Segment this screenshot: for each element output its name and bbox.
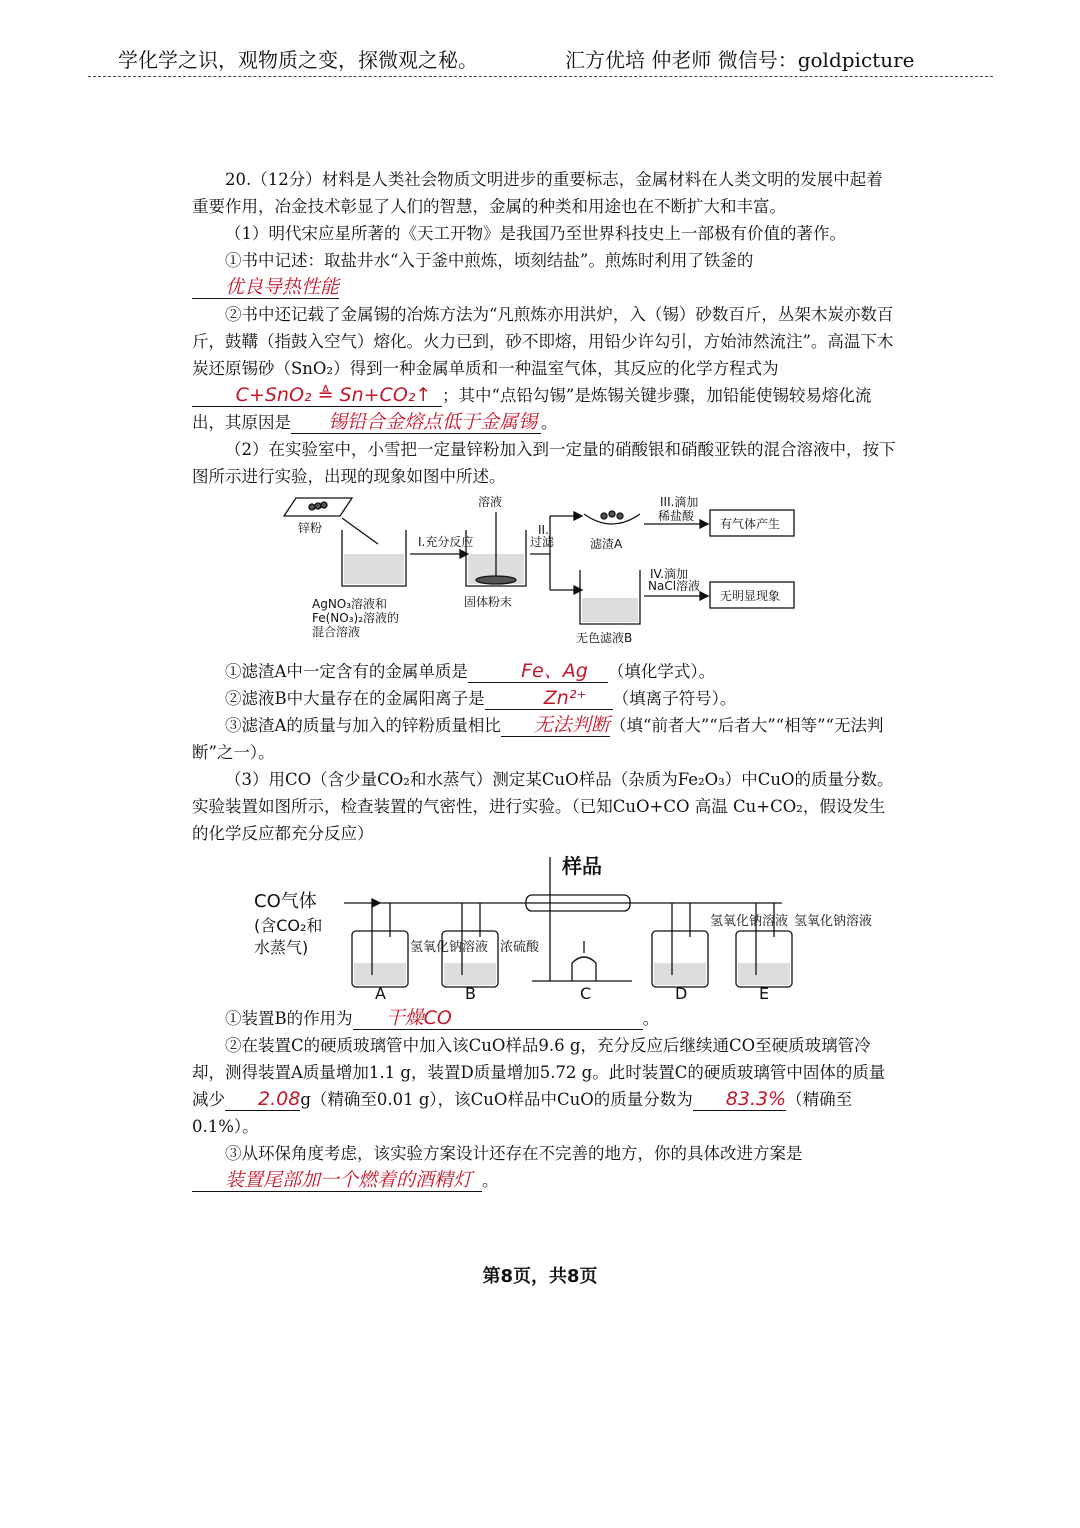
answer-handwritten: 锡铅合金熔点低于金属锡 [291,411,541,434]
part2-q1 [192,658,898,685]
part2-q3-text: ③滤渣A的质量与加入的锌粉质量相比 [225,716,501,735]
part1-q1-text: ①书中记述：取盐井水“入于釜中煎炼，顷刻结盐”。煎炼时利用了铁釜的 [225,251,754,270]
label-mix3: 混合溶液 [312,625,361,639]
label-step2a: II. [538,523,549,537]
part1-q1 [192,247,898,301]
label-solution: 溶液 [478,495,503,509]
label-result4: 无明显现象 [720,589,781,603]
label-h2so4: 浓硫酸 [500,940,540,955]
label-zinc: 锌粉 [298,521,323,535]
header-divider [88,76,993,77]
label-b: B [465,984,476,1001]
part2-q2-note: （填离子符号）。 [612,689,737,708]
label-step2b: 过滤 [530,535,555,549]
answer-handwritten: C+SnO₂ ≜ Sn+CO₂↑ [192,384,442,407]
label-a: A [375,984,386,1001]
part2-q3 [192,712,898,766]
part2-q2 [192,685,898,712]
answer-handwritten: 2.08 [225,1088,300,1111]
label-filtrate-b: 无色滤液B [576,631,633,645]
answer-handwritten: 83.3% [693,1088,786,1111]
label-gas3: 水蒸气) [254,938,309,957]
label-step4a: IV.滴加 [650,567,689,581]
solid-powder [476,576,516,584]
answer-handwritten: 干燥CO [353,1007,643,1030]
experiment-flow-diagram [192,494,898,654]
apparatus-diagram [192,851,898,1001]
zinc-particle [321,502,327,508]
part2-q3-note: （填“前者大”“后者大”“相等”“无法判断”之一）。 [192,716,884,762]
zinc-particle [315,503,321,509]
punct: 。 [541,413,558,432]
page-header [0,44,1080,72]
part1-q2-text: ②书中还记载了金属锡的冶炼方法为“凡煎炼亦用洪炉，入（锡）砂数百斤，丛架木炭亦数百斤，鼓鞲（指鼓入空气）熔化。火力已到，砂不即熔，用铅少许勾引，方始沛然流注”。高温下木炭还原锡砂（SnO₂）得到一种金属单质和一种温室气体，其反应的化学方程式为 [192,305,894,378]
q20-intro: 20.（12分）材料是人类社会物质文明进步的重要标志，金属材料在人类文明的发展中起着重要作用，冶金技术彰显了人们的智慧，金属的种类和用途也在不断扩大和丰富。 [192,170,883,216]
part2-q2-text: ②滤液B中大量存在的金属阳离子是 [225,689,485,708]
label-step3b: 稀盐酸 [658,509,695,523]
label-gas1: CO气体 [254,891,317,912]
label-sample: 样品 [562,854,602,878]
beaker-3-liquid [582,598,638,622]
bottle-d-liquid [654,963,706,985]
header-contact: 汇方优培 仲老师 微信号：goldpicture [565,48,915,72]
label-naoh-d: 氢氧化钠溶液 [710,914,789,929]
part3-q2 [192,1032,898,1140]
part2-title: （2）在实验室中，小雪把一定量锌粉加入到一定量的硝酸银和硝酸亚铁的混合溶液中，按下图所示进行实验，出现的现象如图中所述。 [192,440,896,486]
answer-handwritten: Fe、Ag [468,660,608,683]
part1-q2-mid: ；其中“点铅勾锡”是炼锡关键步骤，加铅能使锡较易熔化流出，其原因是 [192,386,872,432]
answer-handwritten: 优良导热性能 [192,276,339,299]
label-gas2: (含CO₂和 [254,916,323,935]
alcohol-lamp [572,957,596,981]
punct: 。 [642,1009,660,1028]
bottle-a-liquid [354,963,406,985]
answer-handwritten: 无法判断 [501,714,610,737]
label-step1: I.充分反应 [418,535,474,549]
part2-q1-note: （填化学式）。 [607,662,716,681]
part1-q2 [192,301,898,436]
part2-q1-text: ①滤渣A中一定含有的金属单质是 [225,662,468,681]
part3-q2-text: ②在装置C的硬质玻璃管中加入该CuO样品9.6 g，充分反应后继续通CO至硬质玻璃管冷却，测得装置A质量增加1.1 g，装置D质量增加5.72 g。此时装置C的硬质玻璃管中固体的质量减少 [192,1036,886,1109]
part1-title: （1）明代宋应星所著的《天工开物》是我国乃至世界科技史上一部极有价值的著作。 [225,224,846,243]
label-powder: 固体粉末 [464,595,513,609]
header-slogan: 学化学之识，观物质之变，探微观之秘。 [118,48,478,72]
label-step3a: III.滴加 [660,495,699,509]
part3-q1 [192,1005,898,1032]
label-e: E [759,984,770,1001]
label-naoh-e: 氢氧化钠溶液 [794,914,873,929]
page-number: 第8页，共8页 [482,1266,598,1287]
label-c: C [580,984,592,1001]
part3-q2-text-b: g（精确至0.01 g），该CuO样品中CuO的质量分数为 [300,1090,693,1109]
beaker-1-liquid [344,554,404,584]
punct: 。 [482,1171,499,1190]
answer-handwritten: 装置尾部加一个燃着的酒精灯 [192,1169,482,1192]
answer-handwritten: Zn²⁺ [485,687,613,710]
pour-arrow [342,518,378,544]
label-step4b: NaCl溶液 [648,579,701,593]
label-mix2: Fe(NO₃)₂溶液的 [312,611,400,625]
label-result3: 有气体产生 [720,517,781,531]
zinc-particle [309,504,315,510]
part3-q2-text-c: （精确至0.1%）。 [192,1090,853,1136]
question-20 [192,166,898,1194]
part3-text: （3）用CO（含少量CO₂和水蒸气）测定某CuO样品（杂质为Fe₂O₃）中CuO的质量分数。实验装置如图所示，检查装置的气密性，进行实验。（已知CuO+CO 高温 Cu+CO₂，假设发生的化学反应都充分反应） [192,770,894,843]
part3-q3 [192,1140,898,1194]
bottle-e-liquid [738,963,790,985]
part3-q3-text: ③从环保角度考虑，该实验方案设计还存在不完善的地方，你的具体改进方案是 [225,1144,803,1163]
label-residue-a: 滤渣A [590,537,623,551]
label-naoh-a: 氢氧化钠溶液 [410,940,489,955]
bottle-b-liquid [444,963,496,985]
part3-q1-text: ①装置B的作用为 [225,1009,353,1028]
label-mix1: AgNO₃溶液和 [312,597,388,611]
label-d: D [675,984,688,1001]
